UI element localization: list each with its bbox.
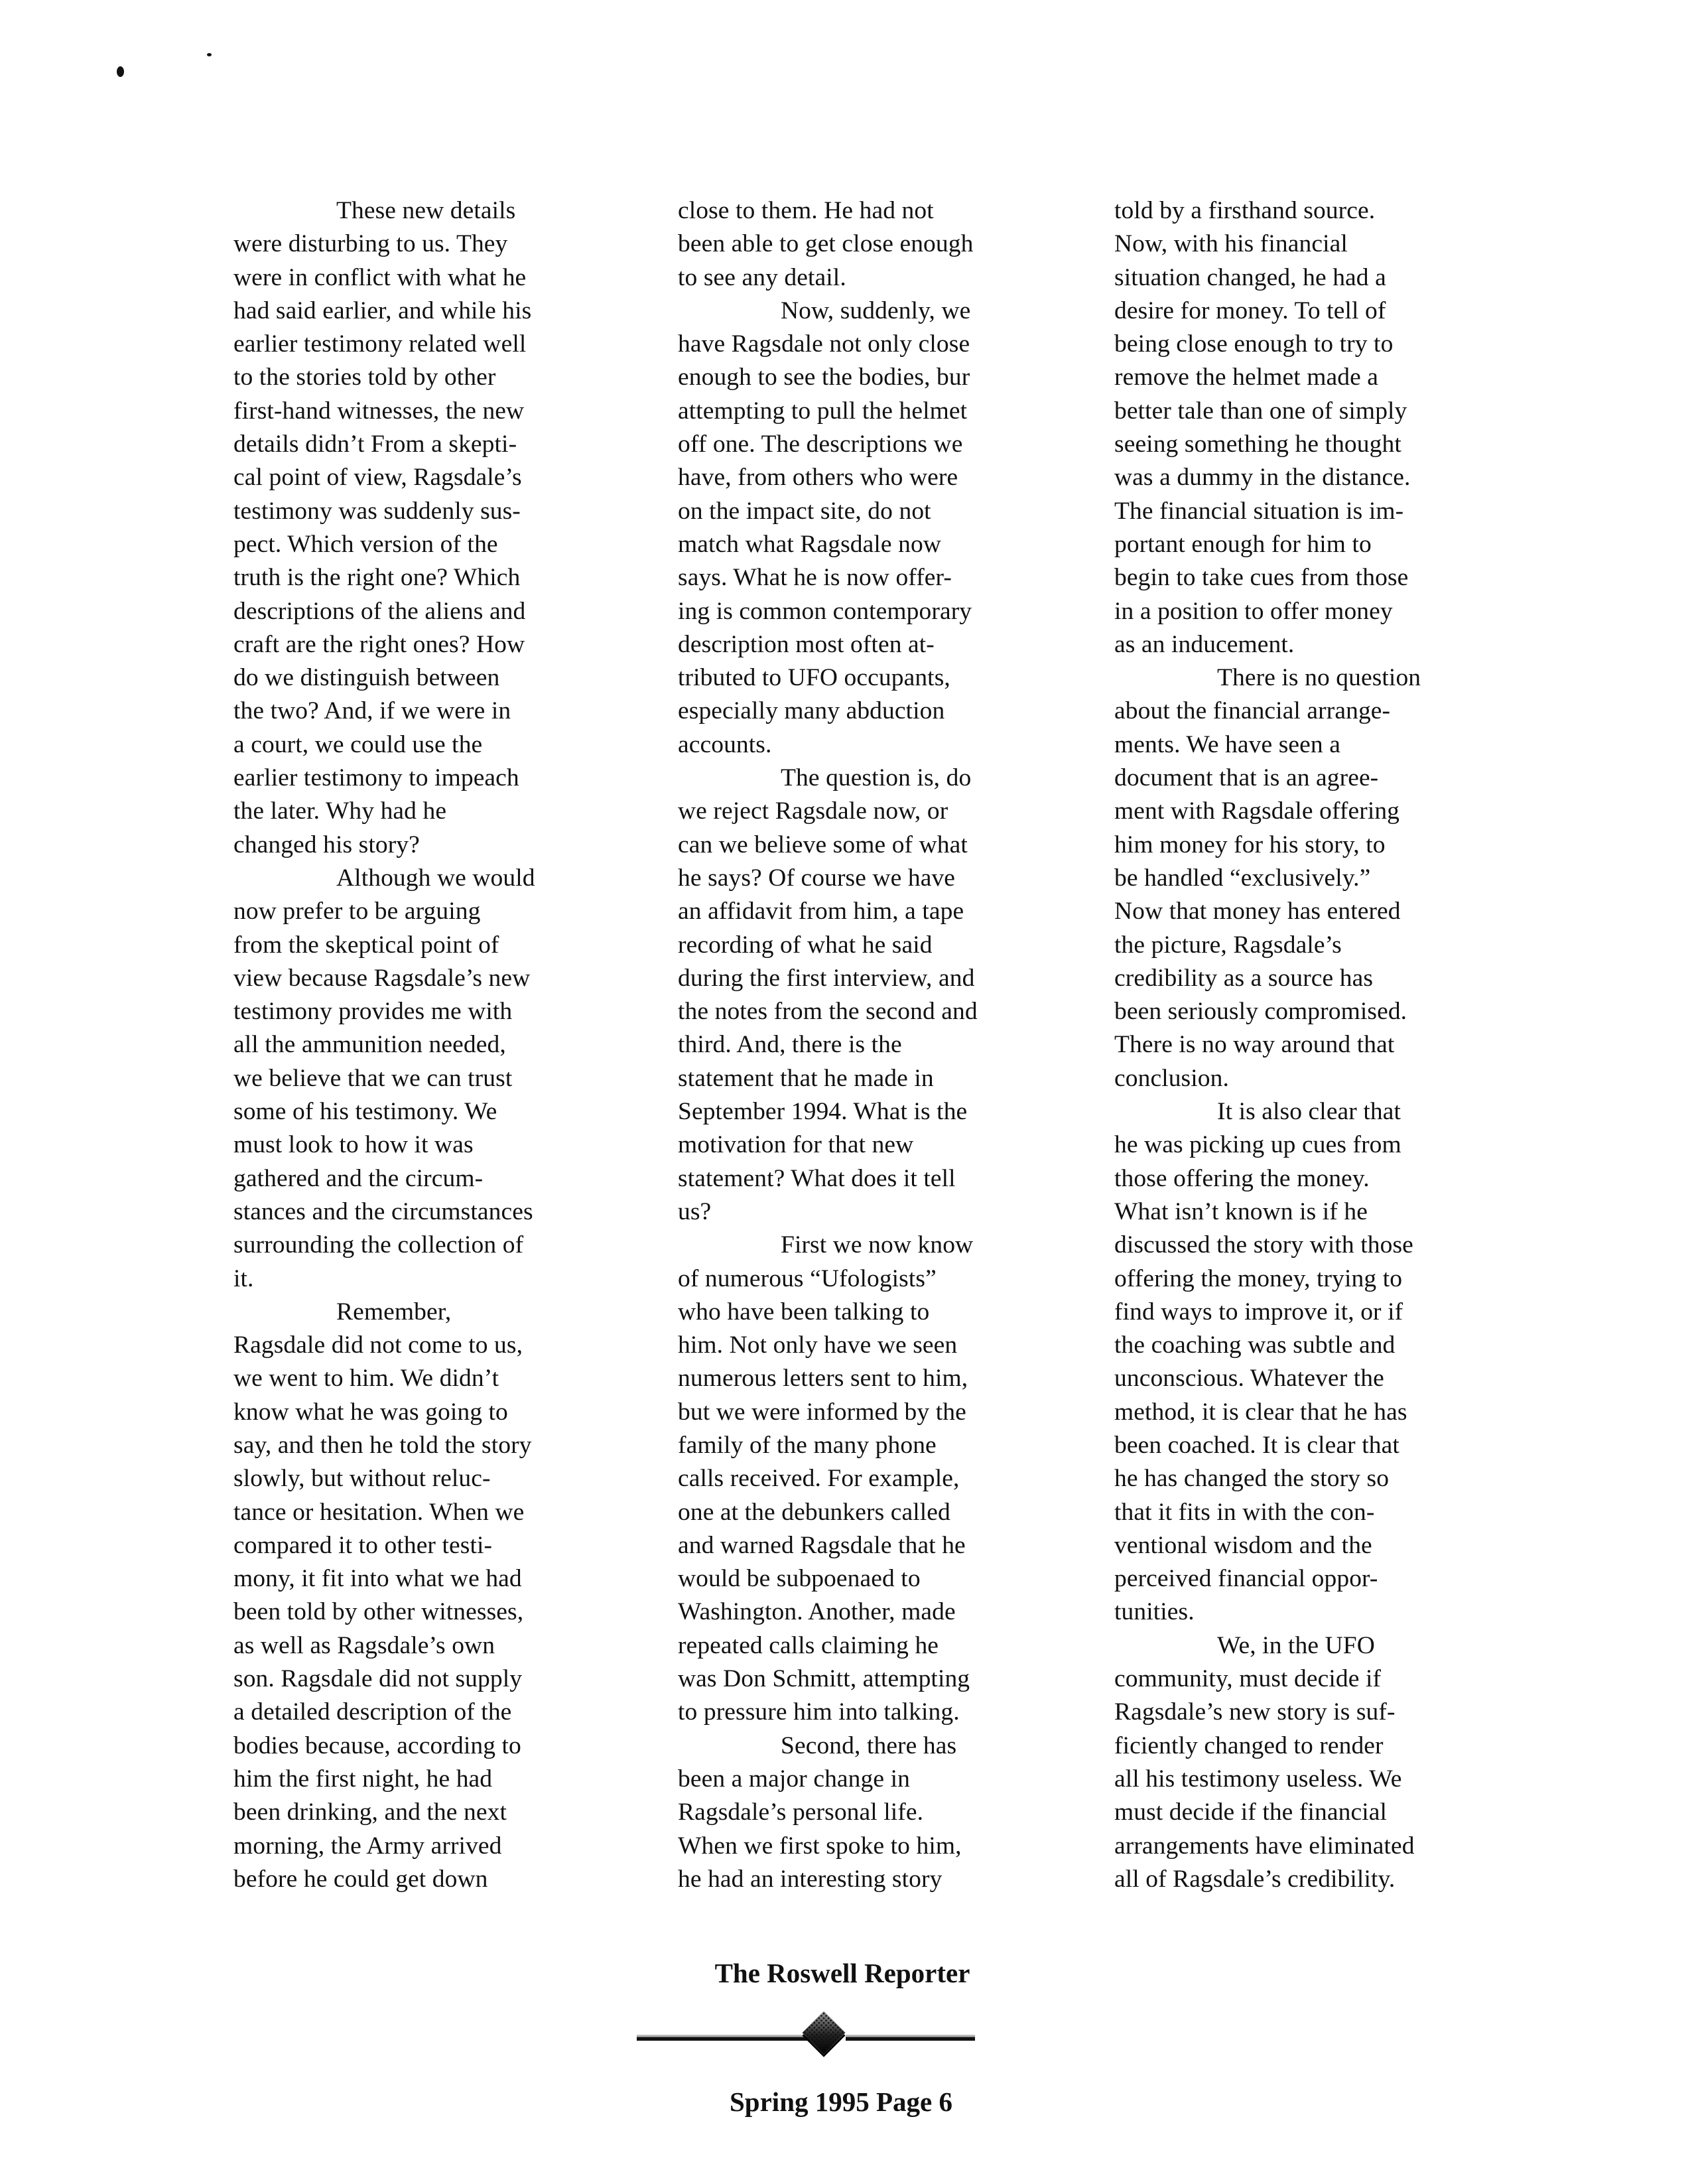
text-line: all his testimony useless. We [1114, 1765, 1402, 1793]
issue-page-label: Spring 1995 Page 6 [730, 2086, 952, 2117]
text-line: know what he was going to [233, 1398, 508, 1426]
text-line: and warned Ragsdale that he [678, 1531, 966, 1559]
text-line: an affidavit from him, a tape [678, 898, 964, 925]
text-line: description most often at- [678, 630, 935, 658]
text-line: morning, the Army arrived [233, 1832, 502, 1860]
text-line: been a major change in [678, 1765, 910, 1793]
text-line: descriptions of the aliens and [233, 597, 526, 625]
text-line: would be subpoenaed to [678, 1565, 921, 1593]
text-line: as an inducement. [1114, 630, 1295, 658]
text-line: calls received. For example, [678, 1465, 960, 1493]
text-line: him money for his story, to [1114, 831, 1386, 858]
text-line: some of his testimony. We [233, 1098, 497, 1126]
text-line: says. What he is now offer- [678, 564, 952, 592]
text-line: bodies because, according to [233, 1732, 521, 1759]
text-line: truth is the right one? Which [233, 564, 521, 592]
text-line: say, and then he told the story [233, 1431, 532, 1459]
text-line: do we distinguish between [233, 664, 500, 692]
text-line: statement that he made in [678, 1064, 934, 1092]
paragraph-start-line: These new details [336, 197, 516, 224]
text-line: off one. The descriptions we [678, 431, 963, 458]
text-line: seeing something he thought [1114, 431, 1401, 458]
text-line: to see any detail. [678, 263, 846, 291]
text-line: we reject Ragsdale now, or [678, 797, 948, 825]
paragraph-start-line: Now, suddenly, we [781, 297, 971, 324]
text-line: conclusion. [1114, 1064, 1229, 1092]
text-line: ventional wisdom and the [1114, 1531, 1372, 1559]
text-line: to the stories told by other [233, 364, 496, 391]
publication-title: The Roswell Reporter [714, 1958, 970, 1988]
text-line: stances and the circumstances [233, 1197, 533, 1225]
text-line: been able to get close enough [678, 230, 974, 258]
paragraph-start-line: The question is, do [781, 764, 972, 792]
text-line: portant enough for him to [1114, 530, 1372, 558]
footer-divider [637, 2010, 1041, 2063]
text-line: document that is an agree- [1114, 764, 1379, 792]
text-line: he was picking up cues from [1114, 1131, 1401, 1159]
text-line: Now that money has entered [1114, 898, 1401, 925]
text-line: surrounding the collection of [233, 1231, 524, 1259]
scan-speck-mark [207, 53, 212, 56]
text-line: find ways to improve it, or if [1114, 1298, 1403, 1326]
text-line: were disturbing to us. They [233, 230, 508, 258]
text-line: he had an interesting story [678, 1865, 942, 1893]
text-line: repeated calls claiming he [678, 1631, 939, 1659]
text-line: first-hand witnesses, the new [233, 397, 525, 425]
text-line: on the impact site, do not [678, 497, 931, 525]
text-line: credibility as a source has [1114, 964, 1374, 992]
text-line: as well as Ragsdale’s own [233, 1631, 495, 1659]
text-line: of numerous “Ufologists” [678, 1264, 937, 1292]
text-line: been coached. It is clear that [1114, 1431, 1399, 1459]
text-line: to pressure him into talking. [678, 1698, 960, 1726]
text-line: discussed the story with those [1114, 1231, 1413, 1259]
text-line: who have been talking to [678, 1298, 930, 1326]
text-line: him. Not only have we seen [678, 1331, 958, 1359]
article-column-2 [678, 194, 1036, 1896]
text-line: one at the debunkers called [678, 1498, 950, 1526]
text-line: been told by other witnesses, [233, 1598, 524, 1626]
text-line: view because Ragsdale’s new [233, 964, 531, 992]
text-line: but we were informed by the [678, 1398, 966, 1426]
text-line: family of the many phone [678, 1431, 937, 1459]
text-line: he has changed the story so [1114, 1465, 1390, 1493]
text-line: numerous letters sent to him, [678, 1365, 968, 1393]
divider-rule-left [637, 2035, 811, 2041]
text-line: enough to see the bodies, bur [678, 364, 970, 391]
text-line: arrangements have eliminated [1114, 1832, 1415, 1860]
text-line: the later. Why had he [233, 797, 447, 825]
text-line: The financial situation is im- [1114, 497, 1404, 525]
text-line: those offering the money. [1114, 1164, 1370, 1192]
text-line: What isn’t known is if he [1114, 1197, 1368, 1225]
text-line: Now, with his financial [1114, 230, 1348, 258]
diamond-ornament-icon [802, 2011, 845, 2054]
text-line: told by a firsthand source. [1114, 197, 1376, 224]
text-line: Ragsdale’s personal life. [678, 1799, 924, 1826]
text-line: tunities. [1114, 1598, 1195, 1626]
text-line: better tale than one of simply [1114, 397, 1407, 425]
text-line: him the first night, he had [233, 1765, 493, 1793]
text-line: had said earlier, and while his [233, 297, 532, 324]
text-line: must look to how it was [233, 1131, 474, 1159]
text-line: the coaching was subtle and [1114, 1331, 1396, 1359]
text-line: ments. We have seen a [1114, 730, 1340, 758]
text-line: the two? And, if we were in [233, 697, 511, 725]
text-line: third. And, there is the [678, 1031, 902, 1059]
text-line: September 1994. What is the [678, 1098, 968, 1126]
text-line: before he could get down [233, 1865, 488, 1893]
text-line: method, it is clear that he has [1114, 1398, 1407, 1426]
paragraph-start-line: Remember, [336, 1298, 452, 1326]
paragraph-start-line: Second, there has [781, 1732, 957, 1759]
text-line: unconscious. Whatever the [1114, 1365, 1384, 1393]
text-line: ficiently changed to render [1114, 1732, 1384, 1759]
text-line: offering the money, trying to [1114, 1264, 1403, 1292]
paragraph-start-line: There is no question [1217, 664, 1421, 692]
text-line: the notes from the second and [678, 998, 978, 1026]
paragraph-start-line: First we now know [781, 1231, 974, 1259]
text-line: have, from others who were [678, 464, 958, 492]
text-line: cal point of view, Ragsdale’s [233, 464, 522, 492]
text-line: changed his story? [233, 831, 420, 858]
text-line: community, must decide if [1114, 1665, 1382, 1693]
text-line: ment with Ragsdale offering [1114, 797, 1400, 825]
text-line: pect. Which version of the [233, 530, 498, 558]
text-line: Washington. Another, made [678, 1598, 956, 1626]
text-line: that it fits in with the con- [1114, 1498, 1375, 1526]
text-line: details didn’t From a skepti- [233, 431, 517, 458]
text-line: craft are the right ones? How [233, 630, 525, 658]
text-line: all of Ragsdale’s credibility. [1114, 1865, 1396, 1893]
text-line: match what Ragsdale now [678, 530, 941, 558]
scan-speck-mark [117, 66, 124, 77]
text-line: especially many abduction [678, 697, 945, 725]
text-line: a court, we could use the [233, 730, 483, 758]
text-line: When we first spoke to him, [678, 1832, 962, 1860]
text-line: in a position to offer money [1114, 597, 1393, 625]
text-line: recording of what he said [678, 931, 933, 959]
text-line: us? [678, 1197, 712, 1225]
text-line: earlier testimony related well [233, 330, 527, 358]
text-line: from the skeptical point of [233, 931, 499, 959]
text-line: during the first interview, and [678, 964, 975, 992]
text-line: can we believe some of what [678, 831, 968, 858]
text-line: all the ammunition needed, [233, 1031, 506, 1059]
text-line: testimony was suddenly sus- [233, 497, 521, 525]
text-line: tance or hesitation. When we [233, 1498, 525, 1526]
text-line: we believe that we can trust [233, 1064, 513, 1092]
text-line: be handled “exclusively.” [1114, 864, 1371, 892]
text-line: There is no way around that [1114, 1031, 1395, 1059]
text-line: was Don Schmitt, attempting [678, 1665, 970, 1693]
text-line: a detailed description of the [233, 1698, 512, 1726]
text-line: testimony provides me with [233, 998, 513, 1026]
text-line: gathered and the circum- [233, 1164, 484, 1192]
text-line: tributed to UFO occupants, [678, 664, 950, 692]
text-line: statement? What does it tell [678, 1164, 956, 1192]
text-line: attempting to pull the helmet [678, 397, 968, 425]
text-line: have Ragsdale not only close [678, 330, 970, 358]
text-line: close to them. He had not [678, 197, 934, 224]
text-line: were in conflict with what he [233, 263, 527, 291]
text-line: motivation for that new [678, 1131, 914, 1159]
text-line: mony, it fit into what we had [233, 1565, 522, 1593]
article-column-3 [1114, 194, 1472, 1896]
text-line: now prefer to be arguing [233, 898, 481, 925]
divider-rule-right [846, 2035, 975, 2041]
article-column-1 [233, 194, 592, 1896]
text-line: remove the helmet made a [1114, 364, 1379, 391]
text-line: begin to take cues from those [1114, 564, 1409, 592]
text-line: earlier testimony to impeach [233, 764, 519, 792]
paragraph-start-line: It is also clear that [1217, 1098, 1401, 1126]
paragraph-start-line: We, in the UFO [1217, 1631, 1375, 1659]
text-line: desire for money. To tell of [1114, 297, 1386, 324]
text-line: been drinking, and the next [233, 1799, 507, 1826]
text-line: ing is common contemporary [678, 597, 972, 625]
text-line: son. Ragsdale did not supply [233, 1665, 523, 1693]
text-line: we went to him. We didn’t [233, 1365, 499, 1393]
text-line: been seriously compromised. [1114, 998, 1407, 1026]
text-line: he says? Of course we have [678, 864, 956, 892]
text-line: slowly, but without reluc- [233, 1465, 491, 1493]
text-line: was a dummy in the distance. [1114, 464, 1411, 492]
text-line: the picture, Ragsdale’s [1114, 931, 1342, 959]
text-line: it. [233, 1264, 254, 1292]
text-line: must decide if the financial [1114, 1799, 1387, 1826]
text-line: about the financial arrange- [1114, 697, 1391, 725]
text-line: Ragsdale’s new story is suf- [1114, 1698, 1396, 1726]
text-line: situation changed, he had a [1114, 263, 1386, 291]
text-line: perceived financial oppor- [1114, 1565, 1378, 1593]
text-line: compared it to other testi- [233, 1531, 493, 1559]
text-line: being close enough to try to [1114, 330, 1394, 358]
paragraph-start-line: Although we would [336, 864, 535, 892]
text-line: accounts. [678, 730, 772, 758]
text-line: Ragsdale did not come to us, [233, 1331, 523, 1359]
